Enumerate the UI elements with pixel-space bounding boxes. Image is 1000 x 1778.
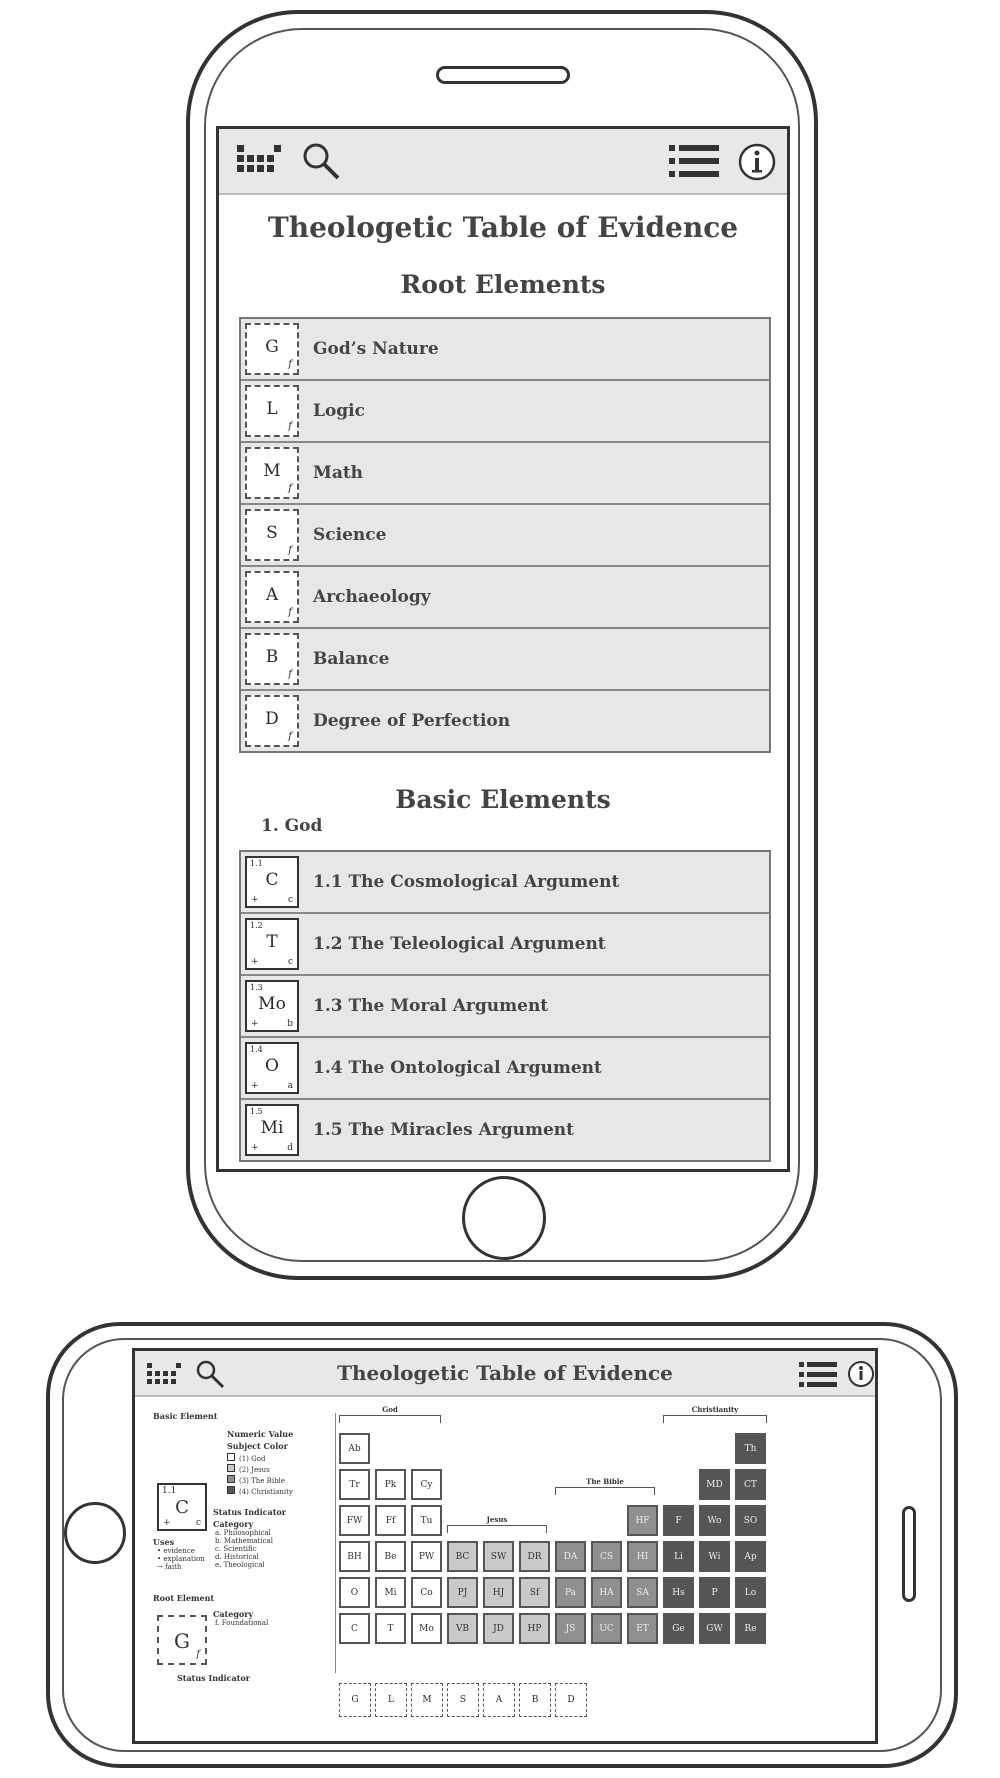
table-cell[interactable]	[735, 1433, 766, 1464]
legend-root-symbol: G	[174, 1629, 190, 1653]
cell-symbol: Ge	[672, 1624, 685, 1634]
cell-symbol: DA	[563, 1552, 578, 1562]
page-title: Theologetic Table of Evidence	[267, 211, 739, 244]
legend-root-heading: Root Element	[153, 1593, 215, 1603]
cell-symbol: BH	[347, 1552, 362, 1562]
tile-category: a	[287, 1081, 293, 1091]
tile-symbol: G	[265, 337, 279, 357]
tile-category: f	[288, 545, 292, 556]
cell-symbol: Wi	[708, 1552, 721, 1562]
table-cell[interactable]	[627, 1577, 658, 1608]
cell-symbol: D	[567, 1695, 575, 1705]
tile-symbol: B	[265, 647, 279, 667]
group-label-god: God	[382, 1405, 398, 1414]
table-cell[interactable]	[411, 1577, 442, 1608]
list-item[interactable]	[241, 629, 769, 691]
tile-symbol: S	[266, 523, 278, 543]
cell-symbol: M	[422, 1695, 432, 1705]
legend-root-category-item: f. Foundational	[215, 1619, 269, 1627]
root-elements-list	[239, 317, 771, 753]
periodic-table	[135, 1351, 875, 1741]
tile-category: f	[288, 483, 292, 494]
list-item-label: Math	[313, 463, 364, 483]
table-cell[interactable]	[375, 1541, 406, 1572]
list-item-label: Balance	[313, 649, 390, 669]
list-item[interactable]	[241, 443, 769, 505]
tile-plus: +	[251, 1143, 259, 1153]
basic-element-tile	[245, 856, 299, 908]
table-cell[interactable]	[447, 1577, 478, 1608]
basic-element-tile	[245, 980, 299, 1032]
legend-category: Category	[213, 1519, 254, 1529]
table-cell[interactable]	[339, 1469, 370, 1500]
table-cell[interactable]	[375, 1613, 406, 1644]
table-cell[interactable]	[375, 1469, 406, 1500]
speaker-grille-landscape	[902, 1506, 916, 1602]
list-item-label: 1.4 The Ontological Argument	[313, 1058, 602, 1078]
tile-category: f	[288, 421, 292, 432]
cell-symbol: SA	[636, 1588, 649, 1598]
table-cell[interactable]	[735, 1577, 766, 1608]
table-cell[interactable]	[735, 1541, 766, 1572]
legend-category-item: e. Theological	[215, 1561, 265, 1569]
table-cell[interactable]	[663, 1613, 694, 1644]
root-row-cell[interactable]	[339, 1683, 371, 1717]
table-cell[interactable]	[375, 1505, 406, 1536]
legend-sample-symbol: C	[175, 1497, 189, 1518]
cell-symbol: HA	[599, 1588, 614, 1598]
tile-symbol: L	[266, 399, 278, 419]
table-cell[interactable]	[339, 1613, 370, 1644]
tile-symbol: O	[265, 1056, 279, 1076]
tile-category: b	[287, 1019, 293, 1029]
table-cell[interactable]	[339, 1505, 370, 1536]
table-cell[interactable]	[591, 1541, 622, 1572]
portrait-phone	[186, 10, 818, 1280]
tile-plus: +	[251, 1019, 259, 1029]
cell-symbol: Mo	[419, 1624, 434, 1634]
search-icon[interactable]	[301, 141, 341, 181]
cell-symbol: HI	[636, 1552, 649, 1562]
legend-category-item: b. Mathematical	[215, 1537, 273, 1545]
cell-symbol: T	[387, 1624, 394, 1634]
cell-symbol: HF	[635, 1516, 650, 1526]
cell-symbol: O	[350, 1588, 359, 1598]
cell-symbol: CT	[744, 1480, 757, 1490]
legend-sample-letter: c	[195, 1518, 201, 1528]
cell-symbol: SO	[743, 1516, 758, 1526]
tile-number: 1.1	[250, 859, 263, 868]
group-bracket-jesus	[447, 1525, 547, 1533]
basic-element-tile	[245, 1104, 299, 1156]
table-cell[interactable]	[627, 1613, 658, 1644]
cell-symbol: UC	[599, 1624, 614, 1634]
root-row-cell[interactable]	[483, 1683, 515, 1717]
cell-symbol: Lo	[744, 1588, 757, 1598]
cell-symbol: Pa	[564, 1588, 577, 1598]
speaker-grille	[436, 66, 570, 84]
portrait-screen	[216, 126, 790, 1172]
tile-number: 1.4	[250, 1045, 263, 1054]
root-element-tile	[245, 695, 299, 747]
cell-symbol: Ab	[348, 1444, 361, 1454]
table-cell[interactable]	[447, 1613, 478, 1644]
home-button[interactable]	[462, 1176, 546, 1260]
legend-root-status: Status Indicator	[177, 1673, 250, 1683]
cell-symbol: L	[388, 1695, 394, 1705]
cell-symbol: JS	[565, 1624, 576, 1634]
info-icon[interactable]	[737, 142, 777, 182]
tile-category: c	[287, 957, 293, 967]
cell-symbol: FW	[346, 1516, 363, 1526]
table-cell[interactable]	[699, 1505, 730, 1536]
list-item[interactable]	[241, 1100, 769, 1160]
legend-subject-color: Subject Color	[227, 1441, 288, 1451]
group-label-christianity: Christianity	[691, 1405, 739, 1414]
root-element-tile	[245, 447, 299, 499]
cell-symbol: C	[351, 1624, 358, 1634]
table-cell[interactable]	[555, 1541, 586, 1572]
root-row-cell[interactable]	[555, 1683, 587, 1717]
root-row-cell[interactable]	[375, 1683, 407, 1717]
list-icon[interactable]	[669, 143, 719, 181]
legend-root-category: Category	[213, 1609, 254, 1619]
list-item-label: 1.2 The Teleological Argument	[313, 934, 606, 954]
table-cell[interactable]	[519, 1541, 550, 1572]
periodic-grid-icon[interactable]	[237, 141, 281, 179]
basic-elements-heading: Basic Elements	[395, 785, 611, 814]
table-cell[interactable]	[699, 1577, 730, 1608]
cell-symbol: Tu	[420, 1516, 433, 1526]
cell-symbol: SW	[490, 1552, 507, 1562]
root-element-tile	[245, 323, 299, 375]
cell-symbol: Pk	[384, 1480, 397, 1490]
tile-symbol: Mo	[258, 994, 286, 1014]
tile-symbol: M	[263, 461, 281, 481]
cell-symbol: Li	[674, 1552, 683, 1562]
page-title-landscape: Theologetic Table of Evidence	[337, 1361, 673, 1385]
cell-symbol: B	[531, 1695, 539, 1705]
cell-symbol: Tr	[349, 1480, 360, 1490]
legend-uses-item: • evidence	[157, 1547, 195, 1555]
list-item-label: 1.3 The Moral Argument	[313, 996, 549, 1016]
legend-color-label: (4) Christianity	[239, 1488, 293, 1496]
tile-number: 1.3	[250, 983, 263, 992]
cell-symbol: PW	[418, 1552, 435, 1562]
list-item[interactable]	[241, 691, 769, 751]
home-button-landscape[interactable]	[64, 1502, 126, 1564]
legend-category-item: c. Scientific	[215, 1545, 257, 1553]
tile-category: f	[288, 731, 292, 742]
legend-root-sub: f	[196, 1649, 200, 1660]
legend-category-item: a. Philosophical	[215, 1529, 271, 1537]
tile-symbol: Mi	[260, 1118, 284, 1138]
legend-numeric-value: Numeric Value	[227, 1429, 294, 1439]
table-cell[interactable]	[411, 1505, 442, 1536]
table-cell[interactable]	[483, 1541, 514, 1572]
tile-category: f	[288, 359, 292, 370]
tile-plus: +	[251, 1081, 259, 1091]
table-cell[interactable]	[339, 1541, 370, 1572]
group-bracket-christianity	[663, 1415, 767, 1423]
table-cell[interactable]	[483, 1613, 514, 1644]
cell-symbol: Mi	[384, 1588, 397, 1598]
legend-uses-item: → faith	[157, 1563, 182, 1571]
tile-category: f	[288, 669, 292, 680]
tile-number: 1.2	[250, 921, 263, 930]
tile-number: 1.5	[250, 1107, 263, 1116]
table-cell[interactable]	[447, 1541, 478, 1572]
table-cell[interactable]	[663, 1541, 694, 1572]
table-cell[interactable]	[555, 1613, 586, 1644]
cell-symbol: MD	[706, 1480, 723, 1490]
table-cell[interactable]	[663, 1577, 694, 1608]
table-cell[interactable]	[555, 1577, 586, 1608]
legend-basic-heading: Basic Element	[153, 1411, 218, 1421]
cell-symbol: CS	[599, 1552, 614, 1562]
table-cell[interactable]	[735, 1613, 766, 1644]
cell-symbol: HP	[527, 1624, 542, 1634]
table-cell[interactable]	[411, 1613, 442, 1644]
basic-element-tile	[245, 918, 299, 970]
list-item[interactable]	[241, 381, 769, 443]
tile-symbol: T	[266, 932, 278, 952]
cell-symbol: DR	[527, 1552, 542, 1562]
tile-category: d	[287, 1143, 293, 1153]
basic-element-tile	[245, 1042, 299, 1094]
cell-symbol: Hs	[672, 1588, 685, 1598]
table-cell[interactable]	[411, 1469, 442, 1500]
table-cell[interactable]	[699, 1469, 730, 1500]
cell-symbol: BC	[455, 1552, 470, 1562]
tile-symbol: C	[265, 870, 279, 890]
cell-symbol: Ff	[385, 1516, 396, 1526]
cell-symbol: Sf	[529, 1588, 540, 1598]
basic-group-heading: 1. God	[261, 816, 323, 836]
table-cell[interactable]	[627, 1505, 658, 1536]
top-toolbar	[219, 129, 787, 195]
cell-symbol: ET	[636, 1624, 649, 1634]
list-item[interactable]	[241, 852, 769, 914]
table-cell[interactable]	[735, 1469, 766, 1500]
root-elements-heading: Root Elements	[400, 270, 606, 299]
legend-uses: Uses	[153, 1537, 175, 1547]
table-cell[interactable]	[519, 1613, 550, 1644]
table-cell[interactable]	[699, 1613, 730, 1644]
list-item-label: Science	[313, 525, 387, 545]
list-item[interactable]	[241, 319, 769, 381]
tile-symbol: D	[265, 709, 279, 729]
group-label-bible: The Bible	[586, 1477, 624, 1486]
tile-plus: +	[251, 957, 259, 967]
list-item[interactable]	[241, 505, 769, 567]
list-item[interactable]	[241, 976, 769, 1038]
list-item[interactable]	[241, 1038, 769, 1100]
table-cell[interactable]	[663, 1505, 694, 1536]
legend-sample-num: 1.1	[162, 1486, 177, 1496]
table-cell[interactable]	[339, 1577, 370, 1608]
cell-symbol: F	[675, 1516, 682, 1526]
legend-category-item: d. Historical	[215, 1553, 259, 1561]
table-cell[interactable]	[339, 1433, 370, 1464]
list-item-label: God’s Nature	[313, 339, 439, 359]
tile-symbol: A	[265, 585, 279, 605]
list-item-label: Archaeology	[313, 587, 431, 607]
cell-symbol: Cy	[420, 1480, 433, 1490]
cell-symbol: Re	[744, 1624, 757, 1634]
cell-symbol: VB	[455, 1624, 470, 1634]
list-item-label: Degree of Perfection	[313, 711, 511, 731]
root-element-tile	[245, 509, 299, 561]
cell-symbol: S	[459, 1695, 467, 1705]
cell-symbol: Co	[420, 1588, 433, 1598]
cell-symbol: PJ	[457, 1588, 468, 1598]
table-cell[interactable]	[519, 1577, 550, 1608]
legend-status-indicator: Status Indicator	[213, 1507, 286, 1517]
cell-symbol: Ap	[744, 1552, 757, 1562]
table-cell[interactable]	[483, 1577, 514, 1608]
cell-symbol: Wo	[707, 1516, 722, 1526]
group-bracket-bible	[555, 1487, 655, 1495]
cell-symbol: P	[711, 1588, 718, 1598]
table-cell[interactable]	[627, 1541, 658, 1572]
list-item[interactable]	[241, 567, 769, 629]
cell-symbol: JD	[493, 1624, 504, 1634]
cell-symbol: G	[351, 1695, 359, 1705]
cell-symbol: HJ	[492, 1588, 505, 1598]
legend-color-label: (1) God	[239, 1455, 266, 1463]
list-item-label: Logic	[313, 401, 365, 421]
cell-symbol: A	[495, 1695, 503, 1705]
tile-category: f	[288, 607, 292, 618]
table-cell[interactable]	[699, 1541, 730, 1572]
root-row-cell[interactable]	[447, 1683, 479, 1717]
table-cell[interactable]	[375, 1577, 406, 1608]
table-cell[interactable]	[591, 1577, 622, 1608]
legend-color-label: (3) The Bible	[239, 1477, 285, 1485]
cell-symbol: Be	[384, 1552, 397, 1562]
list-item[interactable]	[241, 914, 769, 976]
legend-sample-plus: +	[163, 1518, 171, 1528]
basic-elements-list	[239, 850, 771, 1162]
root-row-cell[interactable]	[519, 1683, 551, 1717]
root-row-cell[interactable]	[411, 1683, 443, 1717]
landscape-phone	[46, 1322, 958, 1768]
tile-plus: +	[251, 895, 259, 905]
list-item-label: 1.1 The Cosmological Argument	[313, 872, 620, 892]
cell-symbol: GW	[706, 1624, 723, 1634]
table-cell[interactable]	[735, 1505, 766, 1536]
tile-category: c	[287, 895, 293, 905]
root-element-tile	[245, 633, 299, 685]
legend-color-label: (2) Jesus	[239, 1466, 270, 1474]
root-element-tile	[245, 385, 299, 437]
table-cell[interactable]	[591, 1613, 622, 1644]
legend-uses-item: • explanation	[157, 1555, 205, 1563]
cell-symbol: Th	[744, 1444, 757, 1454]
landscape-screen	[132, 1348, 878, 1744]
table-cell[interactable]	[411, 1541, 442, 1572]
group-bracket-god	[339, 1415, 441, 1423]
root-element-tile	[245, 571, 299, 623]
group-label-jesus: Jesus	[486, 1515, 508, 1524]
list-item-label: 1.5 The Miracles Argument	[313, 1120, 575, 1140]
